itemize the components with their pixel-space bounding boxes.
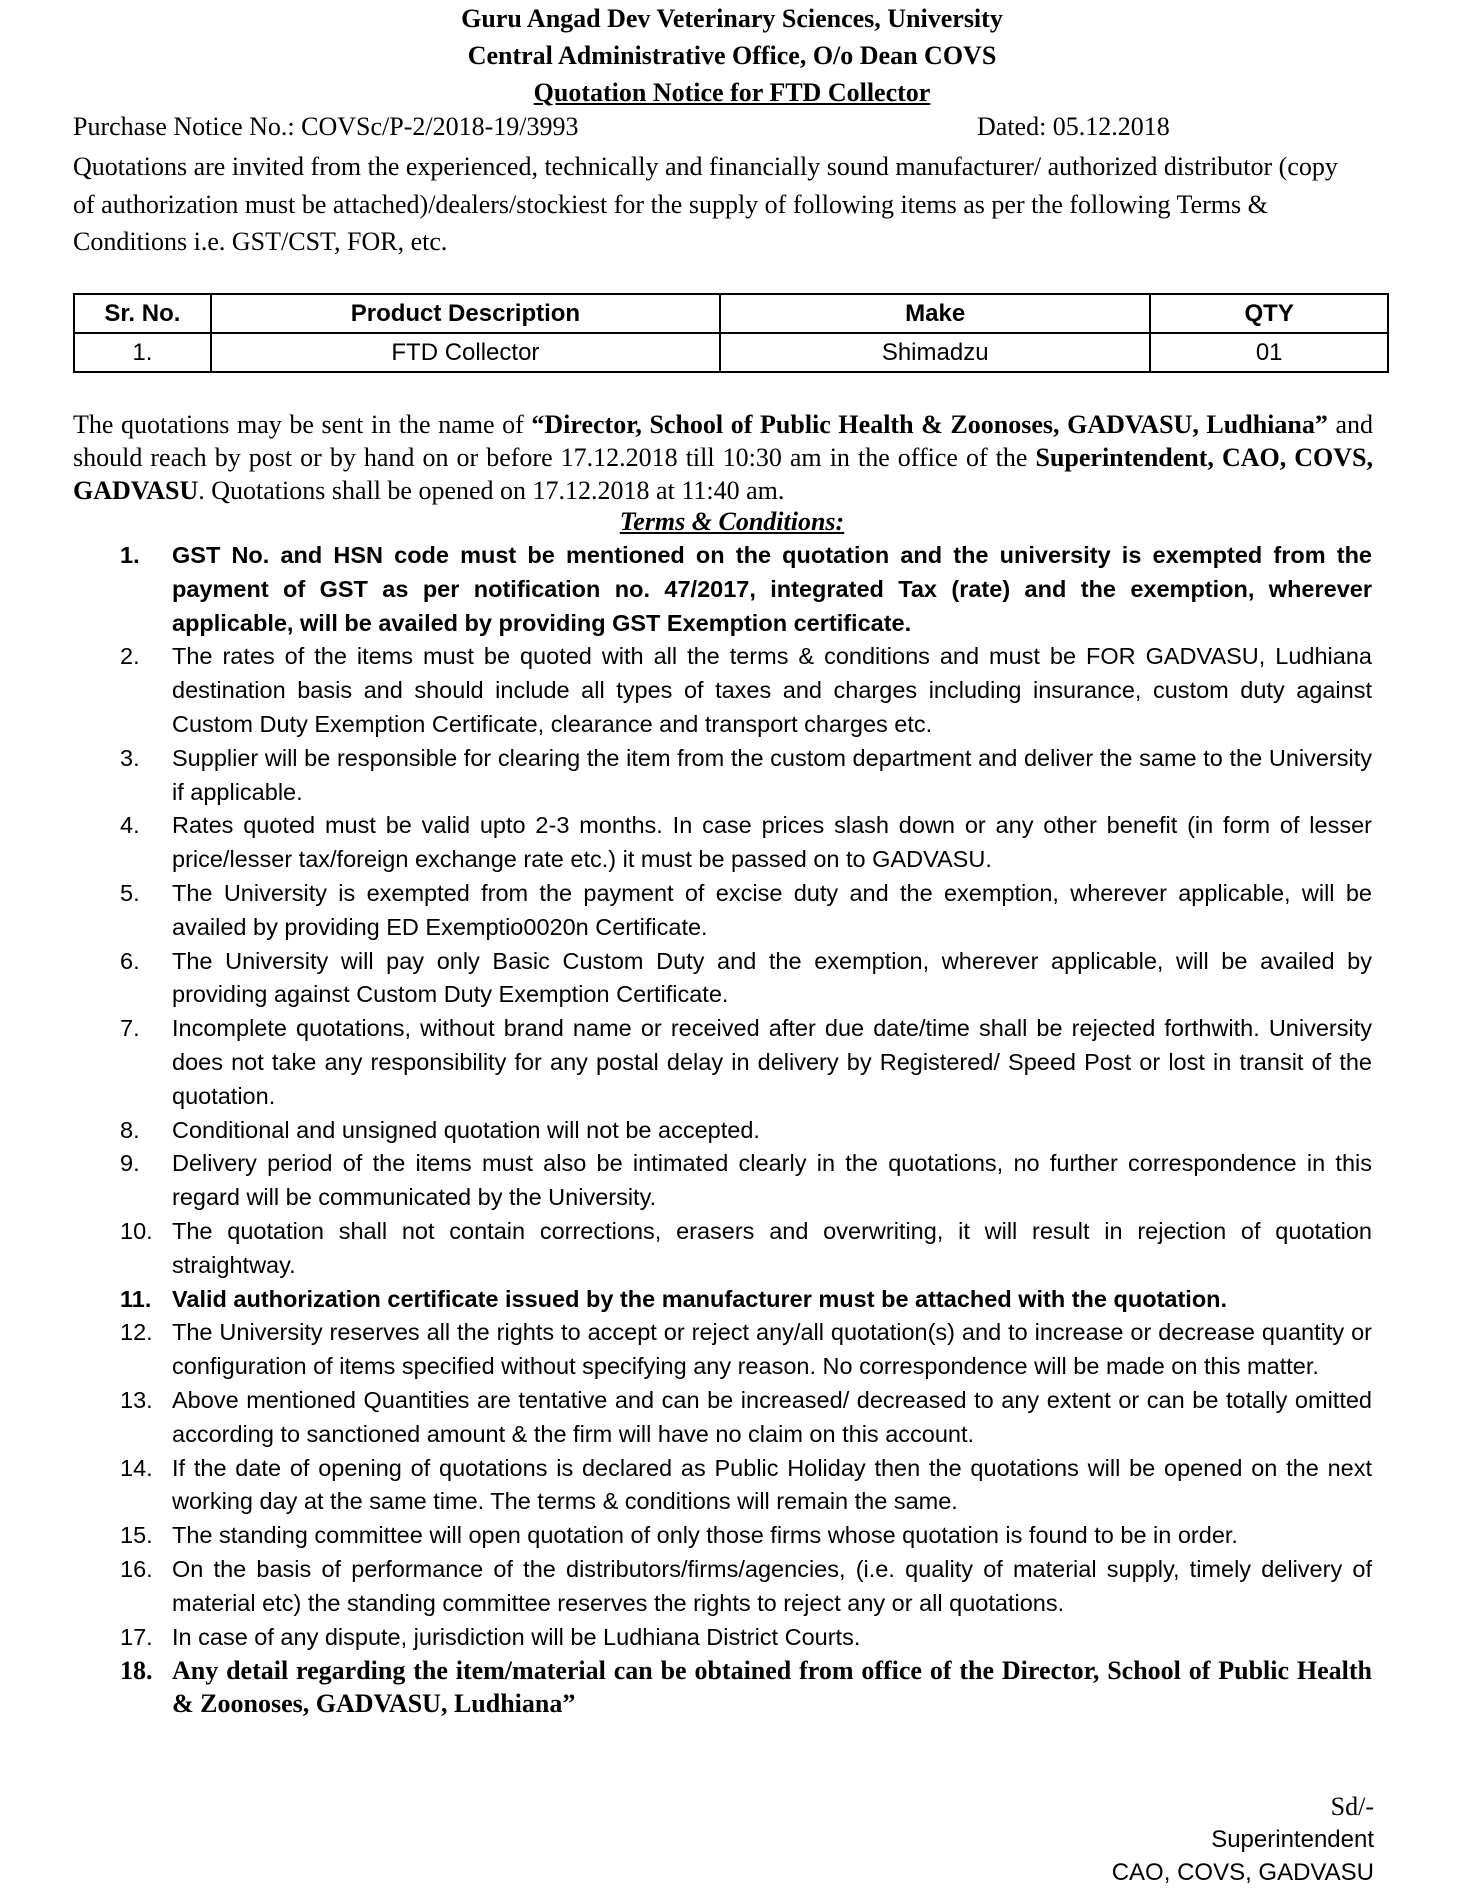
signature-block [1112, 1790, 1374, 1889]
list-item [120, 1215, 1372, 1283]
term-number: 18. [120, 1656, 153, 1686]
notice-title: Quotation Notice for FTD Collector [533, 78, 931, 107]
cell-make: Shimadzu [720, 333, 1150, 372]
term-text: The quotation shall not contain corrections, erasers and overwriting, it will result in rejection of quotation straightway. [172, 1217, 1372, 1278]
term-text: Valid authorization certificate issued by the manufacturer must be attached with the quotation. [172, 1285, 1228, 1312]
term-text: The standing committee will open quotation of only those firms whose quotation is found to be in order. [172, 1522, 1238, 1549]
term-text: The University is exempted from the payment of excise duty and the exemption, wherever applicable, will be availed by providing ED Exemptio0020n Certificate. [172, 879, 1372, 940]
term-text: The University will pay only Basic Custom Duty and the exemption, wherever applicable, will be availed by providing against Custom Duty Exemption Certificate. [172, 947, 1372, 1008]
term-text: Any detail regarding the item/material can be obtained from office of the Director, School of Public Health & Zoonoses, GADVASU, Ludhiana” [172, 1656, 1372, 1719]
term-number: 11. [120, 1285, 152, 1312]
term-text: In case of any dispute, jurisdiction will be Ludhiana District Courts. [172, 1623, 861, 1650]
column-header-sr-no: Sr. No. [74, 294, 211, 333]
list-item [120, 1114, 1372, 1148]
term-text: The rates of the items must be quoted with all the terms & conditions and must be FOR GADVASU, Ludhiana destination basis and should include all types of taxes and charges including insurance, custom duty against Custom Duty Exemption Certificate, clearance and transport charges etc. [172, 643, 1372, 737]
notice-date: Dated: 05.12.2018 [977, 112, 1170, 141]
table-row [74, 333, 1388, 372]
term-number: 6. [120, 947, 140, 974]
list-item [120, 539, 1372, 640]
addressee-name: “Director, School of Public Health & Zoonoses, GADVASU, Ludhiana” [531, 410, 1328, 439]
term-number: 1. [120, 542, 140, 568]
terms-heading: Terms & Conditions: [619, 507, 845, 536]
items-table [73, 293, 1389, 373]
term-number: 12. [120, 1319, 153, 1346]
submission-text-1: The quotations may be sent in the name of [73, 410, 532, 439]
list-item [120, 742, 1372, 810]
term-number: 15. [120, 1522, 153, 1549]
term-number: 14. [120, 1454, 153, 1481]
document-header [0, 0, 1464, 111]
term-number: 16. [120, 1555, 153, 1582]
signatory-office: CAO, COVS, GADVASU [1111, 1859, 1374, 1886]
intro-paragraph: Quotations are invited from the experienced, technically and financially sound manufacturer/ authorized distributor (copy of authorization must be attached)/dealers/stockiest for the supply of following items as per the following Terms & Conditions i.e. GST/CST, FOR, etc. [73, 152, 1338, 256]
list-item [120, 1147, 1372, 1215]
submission-text-2: and should reach by post or by hand on or before 17.12.2018 till 10:30 am in the office of the [73, 410, 1373, 472]
term-text: If the date of opening of quotations is declared as Public Holiday then the quotations will be opened on the next working day at the same time. The terms & conditions will remain the same. [172, 1454, 1372, 1515]
term-number: 9. [120, 1150, 140, 1177]
list-item [120, 640, 1372, 741]
term-text: Incomplete quotations, without brand name or received after due date/time shall be rejected forthwith. University does not take any responsibility for any postal delay in delivery by Registered/ Speed Post or lost in transit of the quotation. [172, 1015, 1372, 1109]
list-item [120, 1384, 1372, 1452]
term-number: 5. [120, 879, 140, 906]
term-text: On the basis of performance of the distributors/firms/agencies, (i.e. quality of material supply, timely delivery of material etc) the standing committee reserves the rights to reject any or all quotations. [172, 1555, 1372, 1616]
column-header-make: Make [720, 294, 1150, 333]
term-text: Above mentioned Quantities are tentative and can be increased/ decreased to any extent or can be totally omitted according to sanctioned amount & the firm will have no claim on this account. [172, 1386, 1372, 1447]
cell-qty: 01 [1150, 333, 1388, 372]
list-item [120, 1452, 1372, 1520]
column-header-product-description: Product Description [211, 294, 720, 333]
term-text: Conditional and unsigned quotation will not be accepted. [172, 1116, 760, 1143]
list-item [120, 1621, 1372, 1655]
list-item [120, 1316, 1372, 1384]
term-number: 4. [120, 812, 140, 839]
term-text: The University reserves all the rights to accept or reject any/all quotation(s) and to increase or decrease quantity or configuration of items specified without specifying any reason. No correspondence will be made on this matter. [172, 1319, 1372, 1380]
term-number: 3. [120, 744, 140, 771]
term-number: 13. [120, 1386, 153, 1413]
list-item [120, 1553, 1372, 1621]
terms-list [120, 539, 1372, 1720]
list-item [120, 1012, 1372, 1113]
cell-sr-no: 1. [74, 333, 211, 372]
term-text: Delivery period of the items must also be intimated clearly in the quotations, no further correspondence in this regard will be communicated by the University. [172, 1150, 1372, 1211]
notice-meta [73, 112, 1203, 146]
term-text: Rates quoted must be valid upto 2-3 months. In case prices slash down or any other benefit (in form of lesser price/lesser tax/foreign exchange rate etc.) it must be passed on to GADVASU. [172, 812, 1372, 873]
table-header-row [74, 294, 1388, 333]
column-header-qty: QTY [1150, 294, 1388, 333]
list-item [120, 1654, 1372, 1720]
list-item [120, 1519, 1372, 1553]
term-text: GST No. and HSN code must be mentioned on the quotation and the university is exempted from the payment of GST as per notification no. 47/2017, integrated Tax (rate) and the exemption, wherever applicable, will be availed by providing GST Exemption certificate. [172, 542, 1372, 636]
submission-paragraph [73, 408, 1373, 507]
term-number: 10. [120, 1217, 153, 1244]
office-superintendent: Superintendent, CAO, COVS, GADVASU [73, 443, 1374, 505]
signatory-title: Superintendent [1211, 1826, 1374, 1853]
list-item [120, 945, 1372, 1013]
submission-text-3: . Quotations shall be opened on 17.12.2018 at 11:40 am. [198, 476, 785, 505]
cell-product-description: FTD Collector [211, 333, 720, 372]
list-item [120, 809, 1372, 877]
office-name: Central Administrative Office, O/o Dean COVS [467, 41, 997, 70]
purchase-notice-number: Purchase Notice No.: COVSc/P-2/2018-19/3993 [73, 112, 579, 141]
term-number: 2. [120, 643, 140, 670]
list-item [120, 877, 1372, 945]
term-text: Supplier will be responsible for clearing the item from the custom department and deliver the same to the University if applicable. [172, 744, 1372, 805]
university-name: Guru Angad Dev Veterinary Sciences, University [461, 4, 1003, 33]
list-item [120, 1283, 1372, 1317]
term-number: 7. [120, 1015, 140, 1042]
term-number: 8. [120, 1116, 140, 1143]
term-number: 17. [120, 1623, 153, 1650]
signature-sd: Sd/- [1330, 1792, 1374, 1821]
